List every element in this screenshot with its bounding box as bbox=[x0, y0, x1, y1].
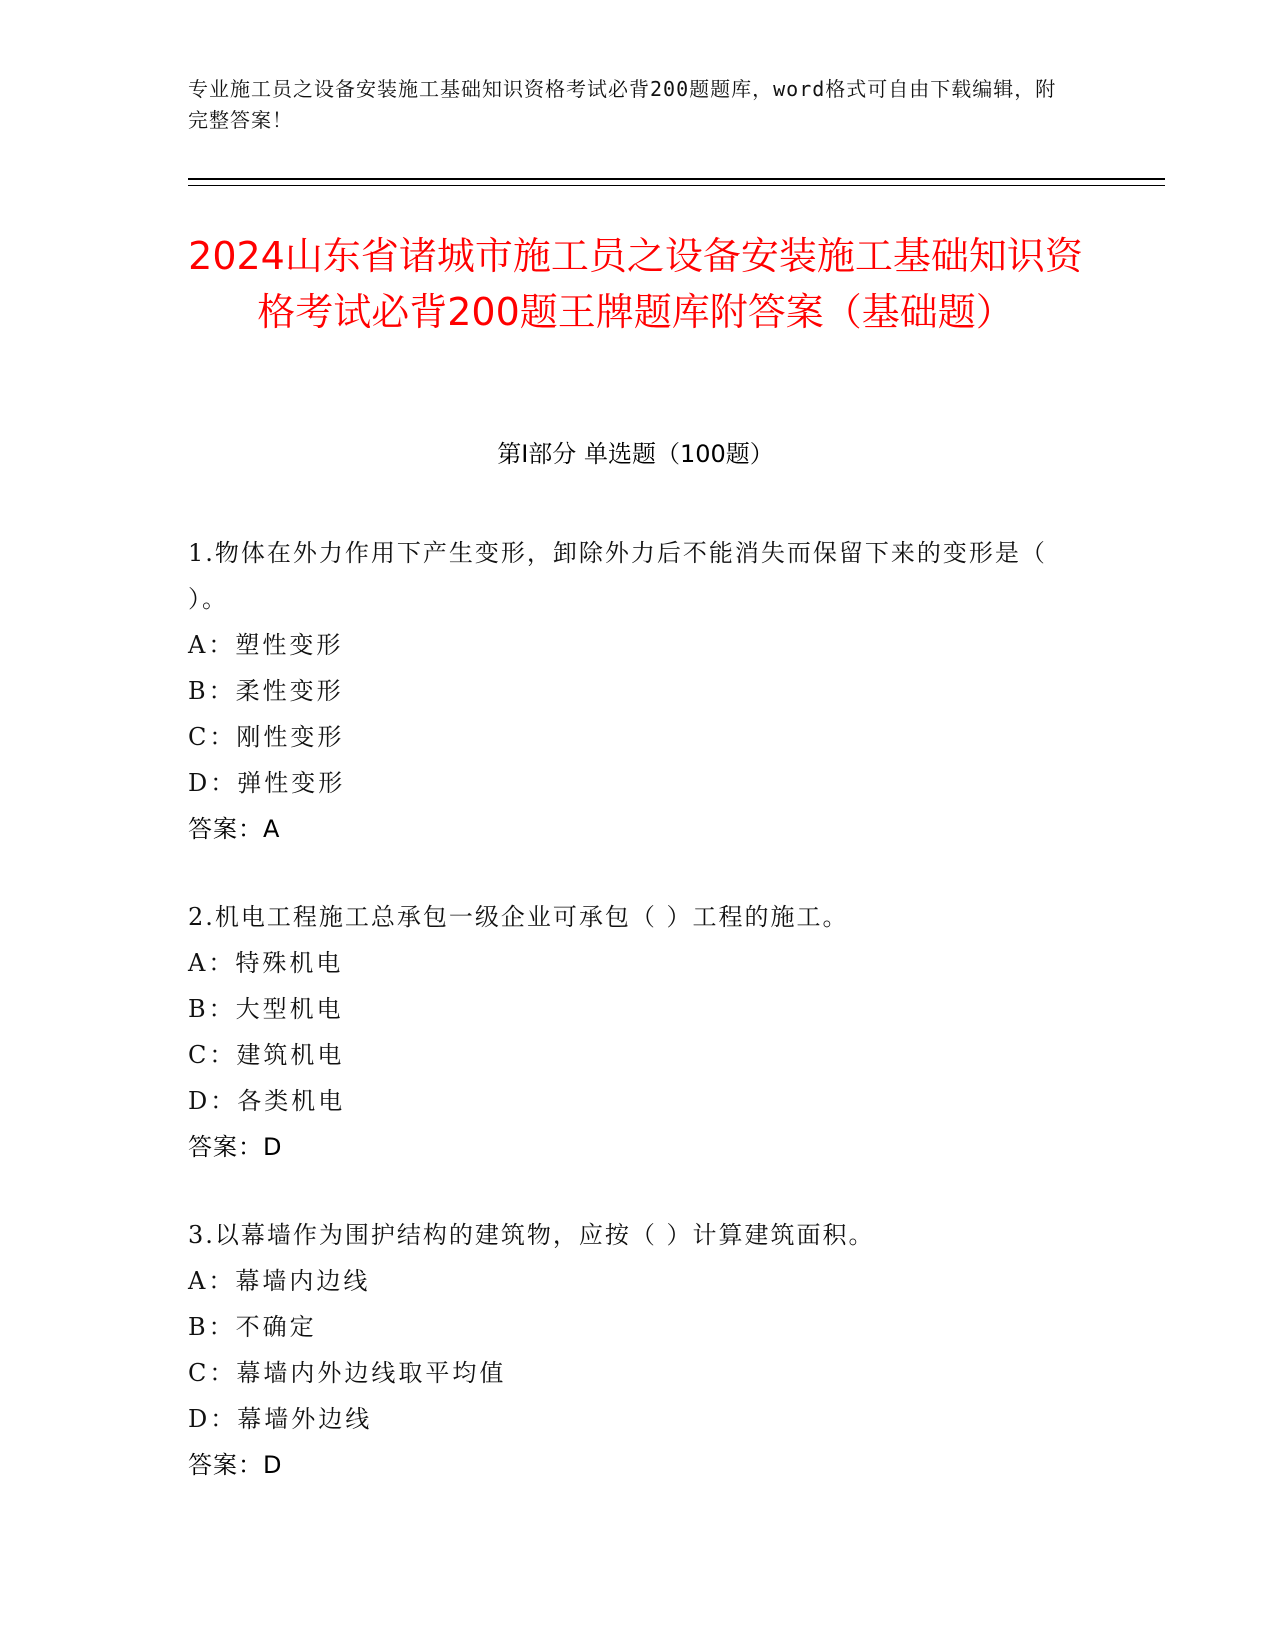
option-a: A：幕墙内边线 bbox=[188, 1267, 371, 1295]
option-b: B：柔性变形 bbox=[188, 677, 344, 705]
option-a: A：特殊机电 bbox=[188, 949, 344, 977]
question-1 bbox=[188, 530, 1078, 852]
question-stem: 1.物体在外力作用下产生变形，卸除外力后不能消失而保留下来的变形是（ ）。 bbox=[188, 539, 1047, 613]
header-divider-thin bbox=[188, 185, 1165, 186]
option-d: D：弹性变形 bbox=[188, 769, 346, 797]
question-3 bbox=[188, 1212, 1078, 1488]
option-d: D：各类机电 bbox=[188, 1087, 346, 1115]
answer: 答案：D bbox=[188, 1133, 283, 1161]
option-b: B：不确定 bbox=[188, 1313, 317, 1341]
option-b: B：大型机电 bbox=[188, 995, 344, 1023]
header-note: 专业施工员之设备安装施工基础知识资格考试必背200题题库，word格式可自由下载编辑，附完整答案！ bbox=[188, 77, 1057, 132]
header-divider-thick bbox=[188, 178, 1165, 180]
answer: 答案：D bbox=[188, 1451, 283, 1479]
option-d: D：幕墙外边线 bbox=[188, 1405, 373, 1433]
option-c: C：建筑机电 bbox=[188, 1041, 345, 1069]
answer: 答案：A bbox=[188, 815, 281, 843]
document-title: 2024山东省诸城市施工员之设备安装施工基础知识资格考试必背200题王牌题库附答案（基础题） bbox=[188, 234, 1083, 334]
option-c: C：刚性变形 bbox=[188, 723, 345, 751]
section-heading: 第I部分 单选题（100题） bbox=[497, 440, 774, 468]
option-a: A：塑性变形 bbox=[188, 631, 344, 659]
question-stem: 3.以幕墙作为围护结构的建筑物，应按（ ）计算建筑面积。 bbox=[188, 1221, 875, 1249]
option-c: C：幕墙内外边线取平均值 bbox=[188, 1359, 507, 1387]
question-2 bbox=[188, 894, 1078, 1170]
question-stem: 2.机电工程施工总承包一级企业可承包（ ）工程的施工。 bbox=[188, 903, 849, 931]
